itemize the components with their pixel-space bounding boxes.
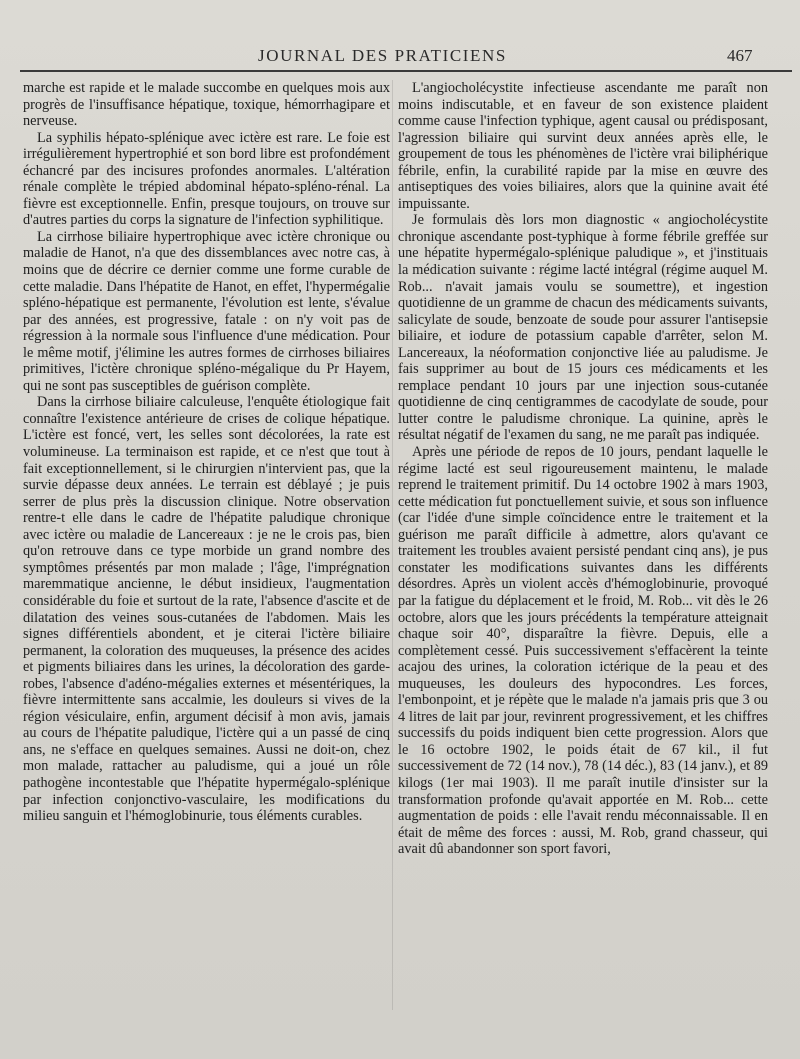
paragraph: L'angiocholécystite infectieuse ascendante me paraît non moins indiscutable, et en faveur de son existence plaident comme cause l'infection typhique, agent causal ou prédisposant, l'agression biliaire qui survint deux années après elle, le groupement de tous les phénomènes de l'ictère vrai biliphérique fébrile, enfin, la curabilité rapide par la mise en œuvre des antiseptiques des voies biliaires, alors que la quinine avait été impuissante. (398, 80, 768, 212)
paragraph: Je formulais dès lors mon diagnostic « angiocholécystite chronique ascendante post-typhique à forme fébrile greffée sur une hépatite hypermégalo-splénique paludique », et j'instituais la médication suivante : régime lacté intégral (régime auquel M. Rob... n'avait jamais voulu se soumettre), et ingestion quotidienne de un gramme de chacun des médicaments suivants, salicylate de soude, benzoate de soude pour assurer l'antisepsie biliaire, et iodure de potassium capable d'arrêter, selon M. Lancereaux, la néoformation conjonctive liée au paludisme. Je fais supprimer au bout de 15 jours ces médicaments et les remplace pendant 10 jours par une injection sous-cutanée quotidienne de cinq centigrammes de cacodylate de soude, pour lutter contre le paludisme chronique. La quinine, après le résultat négatif de l'examen du sang, ne me paraît pas indiquée. (398, 212, 768, 444)
page-number: 467 (727, 46, 753, 65)
header-rule (20, 70, 792, 72)
paragraph: Dans la cirrhose biliaire calculeuse, l'enquête étiologique fait connaître l'existence antérieure de crises de colique hépatique. L'ictère est foncé, vert, les selles sont décolorées, la rate est volumineuse. La terminaison est rapide, et ce n'est que tout à fait exceptionnellement, si le chirurgien n'intervient pas, que la survie dépasse deux années. Le terrain est déblayé ; je puis serrer de plus près la discussion clinique. Notre observation rentre-t elle dans le cadre de l'hépatite paludique chronique avec ictère ou maladie de Lancereaux : je ne le crois pas, bien qu'on retrouve dans ce type morbide un grand nombre des symptômes présentés par mon malade ; l'âge, l'imprégnation maremmatique ancienne, le début insidieux, l'augmentation considérable du foie et surtout de la rate, l'absence d'ascite et de dilatation des veines sous-cutanées de l'abdomen. Mais les signes différentiels abondent, et je citerai l'ictère biliaire permanent, la coloration des muqueuses, la présence des acides et pigments biliaires dans les urines, la décoloration des garde-robes, l'absence d'adéno-mégalies externes et mésentériques, la fièvre intermittente sans accalmie, les douleurs si vives de la région vésiculaire, enfin, argument décisif à mon avis, jamais au cours de l'hépatite paludique, l'ictère qui a un passé de cinq ans, ne s'efface en quelques semaines. Aussi ne doit-on, chez mon malade, rattacher au paludisme, qui a joué un rôle pathogène incontestable que l'hépatite hypermégalo-splénique par infection conjonctivo-vasculaire, les modifications du milieu sanguin et l'hémoglobinurie, tous éléments curables. (23, 394, 390, 825)
column-divider (392, 80, 393, 1010)
paragraph: marche est rapide et le malade succombe en quelques mois aux progrès de l'insuffisance hépatique, toxique, hémorrhagipare et nerveuse. (23, 80, 390, 130)
paragraph: Après une période de repos de 10 jours, pendant laquelle le régime lacté est seul rigoureusement maintenu, le malade reprend le traitement primitif. Du 14 octobre 1902 à mars 1903, cette médication fut ponctuellement suivie, et sous son influence (car l'idée d'une simple coïncidence entre le traitement et la guérison me paraît difficile à admettre, alors qu'avant ce traitement les troubles avaient persisté pendant cinq ans), je pus constater les modifications suivantes dans les différents désordres. Après un violent accès d'hémoglobinurie, provoqué par la fatigue du déplacement et le froid, M. Rob... vit dès le 26 octobre, alors que les jours précédents la température atteignait chaque soir 40°, disparaître la fièvre. Depuis, elle a complètement cessé. Puis successivement s'effacèrent la teinte acajou des urines, la coloration ictérique de la peau et des muqueuses, les douleurs des hypocondres. Les forces, l'embonpoint, et je répète que le malade n'a jamais pris que 3 ou 4 litres de lait par jour, revinrent progressivement, et les chiffres successifs du poids indiquent bien cette progression. Alors que le 16 octobre 1902, le poids était de 67 kil., il fut successivement de 72 (14 nov.), 78 (14 déc.), 83 (14 janv.), et 89 kilogs (1er mai 1903). Il me paraît inutile d'insister sur la transformation profonde qu'avait apportée en M. Rob... cette augmentation de poids : elle l'avait rendu méconnaissable. Il en était de même des forces : aussi, M. Rob, grand chasseur, qui avait dû abandonner son sport favori, (398, 444, 768, 858)
left-column (23, 80, 390, 1015)
page-header (0, 42, 800, 72)
paragraph: La syphilis hépato-splénique avec ictère est rare. Le foie est irrégulièrement hypertrophié et son bord libre est profondément échancré par des incisures profondes anormales. L'altération rénale complète le trépied abdominal hépato-spléno-rénal. La fièvre est exceptionnelle. Enfin, presque toujours, on trouve sur d'autres parties du corps la signature de l'infection syphilitique. (23, 129, 390, 229)
paragraph: La cirrhose biliaire hypertrophique avec ictère chronique ou maladie de Hanot, n'a que des dissemblances avec notre cas, à moins que de décrire ce dernier comme une forme curable de cette maladie. Dans l'hépatite de Hanot, en effet, l'hypermégalie spléno-hépatique est permanente, l'évolution est lente, s'évalue par des années, est progressive, fatale : on n'y voit pas de régression à la normale sous l'influence d'une médication. Pour le même motif, j'élimine les autres formes de cirrhoses biliaires primitives, l'ictère chronique spléno-mégalique du Pr Hayem, qui ne sont pas susceptibles de guérison complète. (23, 228, 390, 394)
running-title: JOURNAL DES PRATICIENS (258, 46, 507, 65)
right-column (398, 80, 768, 1015)
